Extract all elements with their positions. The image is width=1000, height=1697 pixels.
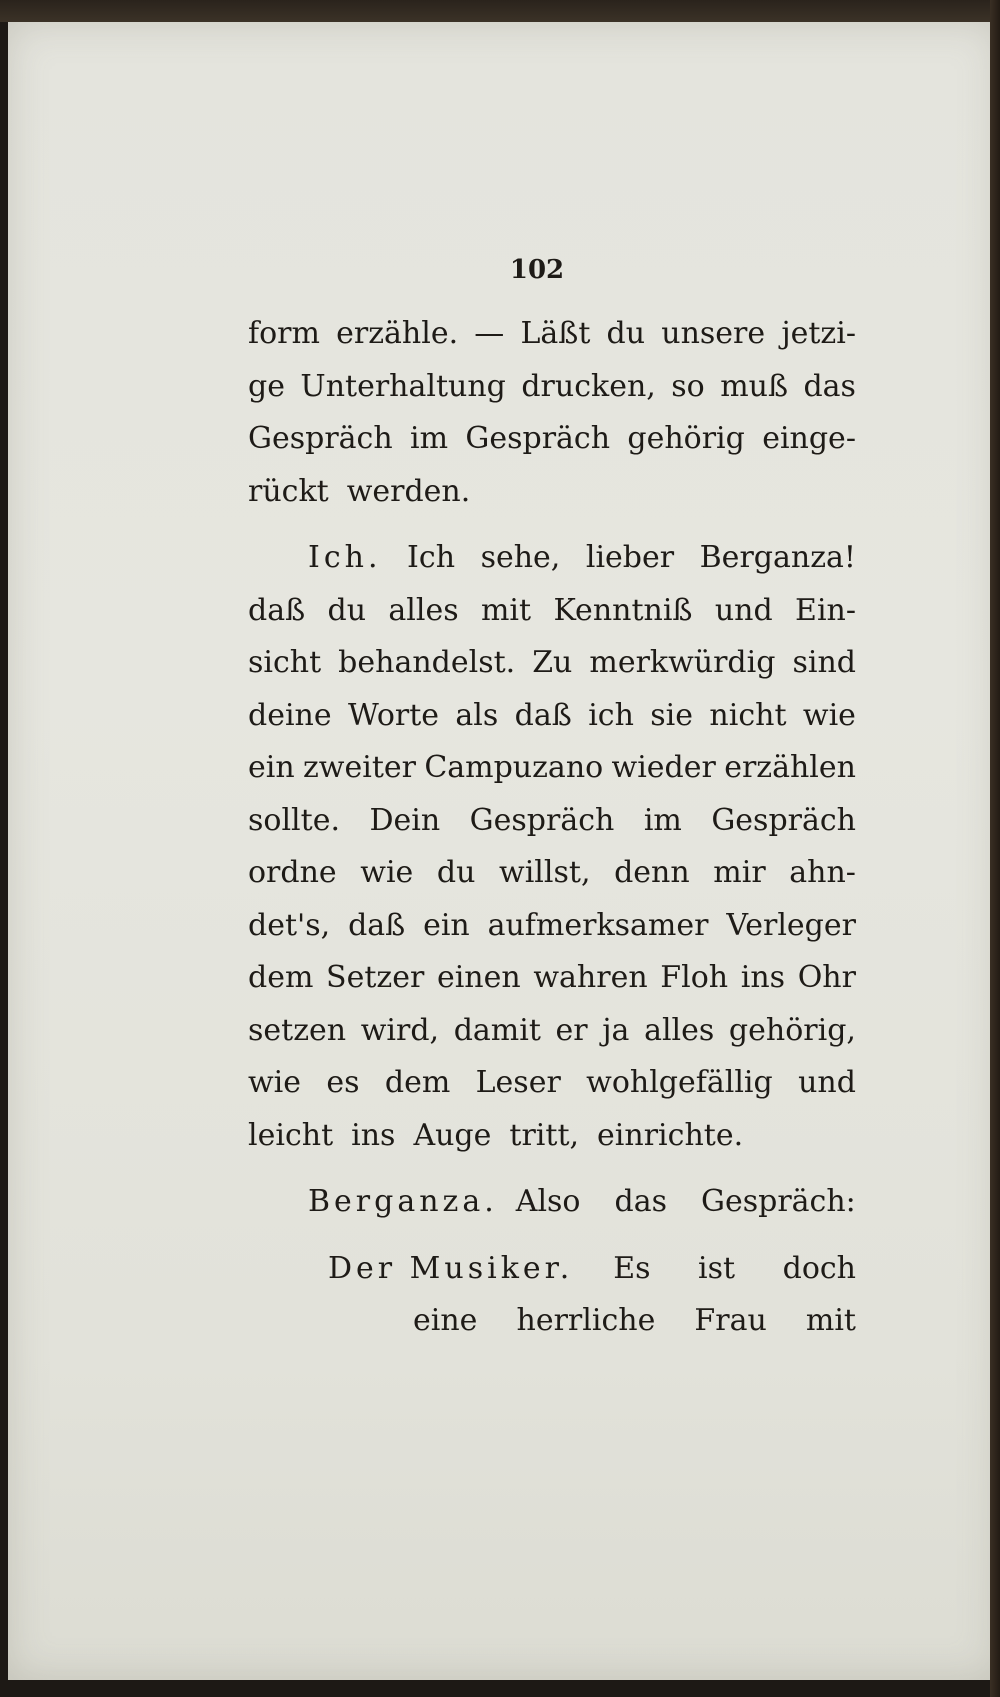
word: Läßt xyxy=(520,316,591,351)
word: wie xyxy=(248,1065,302,1100)
word: Unterhaltung xyxy=(300,368,506,404)
word: das xyxy=(614,1184,667,1219)
word: ein xyxy=(248,750,295,785)
scan-right-edge xyxy=(990,0,1000,1697)
word: sie xyxy=(650,697,694,733)
word: so xyxy=(671,368,705,404)
verse-line-1-text xyxy=(613,1243,856,1296)
word: Ohr xyxy=(797,960,856,995)
word: Also xyxy=(515,1184,581,1219)
word: daß xyxy=(514,697,572,733)
word: Leser xyxy=(475,1065,561,1100)
text-line xyxy=(248,466,856,519)
word: ein xyxy=(423,907,470,943)
word: mit xyxy=(805,1303,856,1338)
word: Zu xyxy=(532,645,573,680)
word: wahren xyxy=(533,960,648,995)
word: Auge xyxy=(413,1117,492,1153)
word: Gespräch xyxy=(469,802,615,838)
word: Floh xyxy=(660,960,729,995)
word: er xyxy=(555,1012,588,1048)
word: merkwürdig xyxy=(589,645,776,680)
word: du xyxy=(436,855,476,890)
paragraph-1 xyxy=(248,308,856,518)
word: einrichte. xyxy=(597,1117,744,1153)
word: drucken, xyxy=(521,368,656,404)
word: ahn- xyxy=(789,855,856,890)
word: zweiter xyxy=(303,750,416,785)
word: es xyxy=(326,1065,360,1100)
word: willst, xyxy=(499,855,591,890)
word: erzähle. xyxy=(336,316,459,351)
word: wie xyxy=(802,697,856,733)
text-line xyxy=(248,952,856,1005)
word: ins xyxy=(740,960,786,995)
text-line xyxy=(248,361,856,414)
word: erzählen xyxy=(724,750,856,785)
word: alles xyxy=(644,1012,715,1048)
word: daß xyxy=(248,592,306,628)
scan-top-edge xyxy=(0,0,1000,22)
verse-line-1 xyxy=(248,1243,856,1296)
word: sehe, xyxy=(480,540,561,575)
word: Es xyxy=(613,1250,651,1286)
word: sicht xyxy=(248,645,322,680)
word: im xyxy=(643,802,682,838)
word: unsere xyxy=(661,316,766,351)
word: im xyxy=(410,421,449,456)
text-line xyxy=(248,637,856,690)
text-line xyxy=(248,308,856,361)
speaker-berganza: Berganza. xyxy=(308,1184,498,1219)
word: du xyxy=(327,592,367,628)
text-line xyxy=(248,847,856,900)
text-line xyxy=(248,900,856,953)
word: leicht xyxy=(248,1117,334,1153)
text-line xyxy=(248,742,856,795)
word: sind xyxy=(792,645,856,680)
word: Ich xyxy=(407,540,456,575)
text-line xyxy=(248,1005,856,1058)
word: mit xyxy=(480,592,532,628)
word: dem xyxy=(384,1065,451,1100)
word: setzen xyxy=(248,1012,347,1048)
text-line xyxy=(248,1057,856,1110)
word: Gespräch xyxy=(711,802,856,838)
word: wie xyxy=(360,855,414,890)
word: muß xyxy=(720,368,788,404)
word: jetzi- xyxy=(781,316,856,351)
word: das xyxy=(803,368,856,404)
word: Dein xyxy=(369,802,441,838)
paragraph-3-text xyxy=(516,1176,872,1229)
word: det's, xyxy=(248,907,331,943)
word: du xyxy=(606,316,646,351)
word: tritt, xyxy=(509,1117,580,1153)
word: eine xyxy=(413,1303,478,1338)
text-line xyxy=(248,413,856,466)
speaker-musiker: Der Musiker. xyxy=(328,1250,574,1286)
word: gehörig xyxy=(627,421,745,456)
word: lieber xyxy=(585,540,675,575)
word: denn xyxy=(614,855,690,890)
word: Berganza! xyxy=(699,540,856,575)
text-block xyxy=(248,250,856,1348)
word: ordne xyxy=(248,855,337,890)
word: damit xyxy=(453,1012,541,1048)
word: Verleger xyxy=(726,907,856,943)
word: Setzer xyxy=(326,960,425,995)
word: Ein- xyxy=(795,592,856,628)
word: ge xyxy=(248,368,285,404)
word: mir xyxy=(713,855,766,890)
word: rückt xyxy=(248,473,329,509)
word: Frau xyxy=(694,1303,767,1338)
word: und xyxy=(714,592,773,628)
word: werden. xyxy=(346,473,471,509)
word: Kenntniß xyxy=(553,592,693,628)
word: form xyxy=(248,316,320,351)
word: dem xyxy=(248,960,314,995)
word: Worte xyxy=(348,697,440,733)
text-line xyxy=(248,585,856,638)
word: alles xyxy=(388,592,459,628)
word: wohlgefällig xyxy=(586,1065,773,1100)
word: als xyxy=(455,697,499,733)
page-number: 102 xyxy=(509,255,565,285)
word: einen xyxy=(436,960,521,995)
paragraph-3 xyxy=(248,1176,856,1229)
word: Gespräch: xyxy=(701,1184,856,1219)
word: Gespräch xyxy=(248,421,393,456)
text-line xyxy=(248,795,856,848)
word: Campuzano xyxy=(424,750,604,785)
word: und xyxy=(798,1065,856,1100)
word: aufmerksamer xyxy=(487,907,709,943)
word: nicht xyxy=(709,697,787,733)
word: doch xyxy=(782,1250,856,1286)
verse-line-2 xyxy=(248,1295,856,1348)
word: ja xyxy=(602,1012,630,1048)
paragraph-2 xyxy=(248,532,856,1162)
word: — xyxy=(474,316,505,351)
word: einge- xyxy=(762,421,856,456)
word: gehörig, xyxy=(728,1012,856,1048)
speaker-ich: Ich. xyxy=(308,540,382,575)
word: Gespräch xyxy=(465,421,611,456)
word: ins xyxy=(351,1117,396,1153)
word: deine xyxy=(248,697,332,733)
word: sollte. xyxy=(248,802,340,838)
text-line xyxy=(248,1110,856,1163)
word: herrliche xyxy=(516,1303,656,1338)
word: ist xyxy=(698,1250,736,1286)
text-line xyxy=(248,532,856,585)
text-line xyxy=(248,690,856,743)
word: behandelst. xyxy=(338,645,516,680)
word: ich xyxy=(588,697,634,733)
word: daß xyxy=(348,907,406,943)
word: wieder xyxy=(611,750,716,785)
word: wird, xyxy=(360,1012,440,1048)
